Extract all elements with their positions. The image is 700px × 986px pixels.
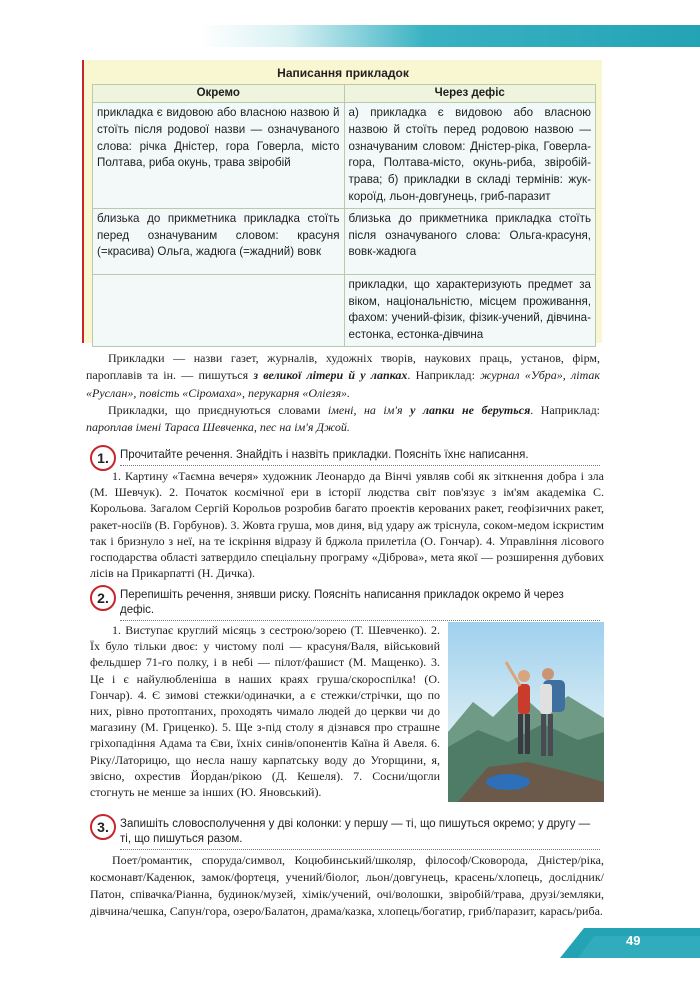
header-band (200, 25, 700, 47)
exercise-1-text: 1. Картину «Таємна вечеря» художник Леонардо да Вінчі уявляв собі як зіткнення добра і зла (М. Шевчук). 2. Початок космічної ери в історії людства світ пов'язує з ім'ям академіка С. Корольова. Загалом Сергій Корольов розробив багато проектів керованих ракет, геофізичних ракет, ракет-носіїв (В. Горбунов). 3. Жовта груша, мов диня, від удару аж тріснула, соком-медом іскристим так і бризнуло з неї, на те іскріння відразу й бджола прилетіла (О. Гончар). 4. Управління лісового господарства області затвердило спеціальну програму «Діброва», мета якої — розширення дубових лісів на Прикарпатті (Н. Дичка). (90, 469, 604, 581)
task-instruction: Прочитайте речення. Знайдіть і назвіть прикладки. Поясніть їхнє написання. (120, 448, 600, 466)
table-row (93, 208, 596, 274)
column-header-separate: Окремо (93, 85, 345, 103)
task-instruction: Запишіть словосполучення у дві колонки: у першу — ті, що пишуться окремо; у другу — ті, що пишуться разом. (120, 817, 600, 850)
task-instruction: Перепишіть речення, знявши риску. Поясніть написання прикладок окремо й через дефіс. (120, 588, 600, 621)
table-row (93, 274, 596, 346)
chapter-title: Життя навколо нас (478, 3, 622, 19)
rule-paragraphs (86, 350, 600, 436)
task-number-badge: 1. (90, 445, 116, 471)
rule-paragraph-2: Прикладки, що приєднуються словами імені, на ім'я у лапки не беруться. Наприклад: пароплав імені Тараса Шевченка, пес на ім'я Джой. (86, 402, 601, 435)
rules-table-box (82, 60, 602, 343)
hikers-photo (448, 622, 604, 802)
table-cell: прикладка є видовою або власною назвою й стоїть після родової назви — означуваного слова: річка Дністер, гора Говерла, місто Полтава, риба окунь, трава звіробій (93, 103, 345, 209)
column-header-hyphen: Через дефіс (344, 85, 596, 103)
table-cell: близька до прикметника прикладка стоїть після означуваного слова: Ольга-красуня, вовк-жадюга (344, 208, 596, 274)
task-number-badge: 3. (90, 814, 116, 840)
rule-paragraph-1: Прикладки — назви газет, журналів, художніх творів, наукових праць, установ, фірм, пароплавів та ін. — пишуться з великої літери й у лапках. Наприклад: журнал «Убра», літак «Руслан», повість «Сіромаха», перукарня «Оліезя». (86, 351, 601, 400)
rules-table (92, 84, 596, 347)
page-number: 49 (626, 933, 641, 948)
task-number-badge: 2. (90, 585, 116, 611)
table-row (93, 103, 596, 209)
table-cell: а) прикладка є видовою або власною назвою й стоїть перед родовою назвою — означуваним словом: Дністер-ріка, Говерла-гора, Полтава-місто, окунь-риба, звіробій-трава; б) прикладки в складі термінів: жук-короїд, льон-довгунець, гриб-паразит (344, 103, 596, 209)
exercise-2-text: 1. Виступає круглий місяць з сестрою/зорею (Т. Шевченко). 2. Їх було тільки двоє: у чистому полі — красуня/Валя, військовий фельдшер 71-го полку, і в небі — пілот/фашист (М. Мащенко). 3. Це і є найулюбленіша в наших краях груша/скороспілка! (О. Гончар). 4. Є зимові стежки/одиначки, а є стежки/стрічки, що по них, рівно протоптаних, проходять чимало людей до церкви чи до магазину (М. Гриценко). 5. Ще з-під столу я дізнався про страшне гріхопадіння Адама та Єви, їхніх синів/опонентів Каїна й Авеля. 6. Ріку/Латорицю, що несла нашу карпатську воду до Угорщини, я, звісно, охрестив Йордан/рікою (Д. Кешеля). 7. Сосни/щогли стогнуть не менше за інших (Ю. Яновський). (90, 623, 440, 800)
table-cell: прикладки, що характеризують предмет за віком, національністю, місцем проживання, фахом: учений-фізик, фізик-учений, дівчина-естонка, естонка-дівчина (344, 274, 596, 346)
table-title: Написання прикладок (277, 66, 409, 80)
table-cell: близька до прикметника прикладка стоїть перед означуваним словом: красуня (=красива) Ольга, жадюга (=жадний) вовк (93, 208, 345, 274)
exercise-3-text: Поет/романтик, споруда/символ, Коцюбинський/школяр, філософ/Сковорода, Дністер/ріка, космонавт/Каденюк, замок/фортеця, учений/біолог, льон/довгунець, красень/хлопець, дослідник/Патон, співачка/Ріанна, будинок/музей, хімік/учений, очі/волошки, звіробій/трава, друзі/земляки, дівчина/чешка, Сапун/гора, озеро/Балатон, драма/казка, хлопець/богатир, гриб/паразит, карась/риба. (90, 853, 604, 918)
table-cell (93, 274, 345, 346)
